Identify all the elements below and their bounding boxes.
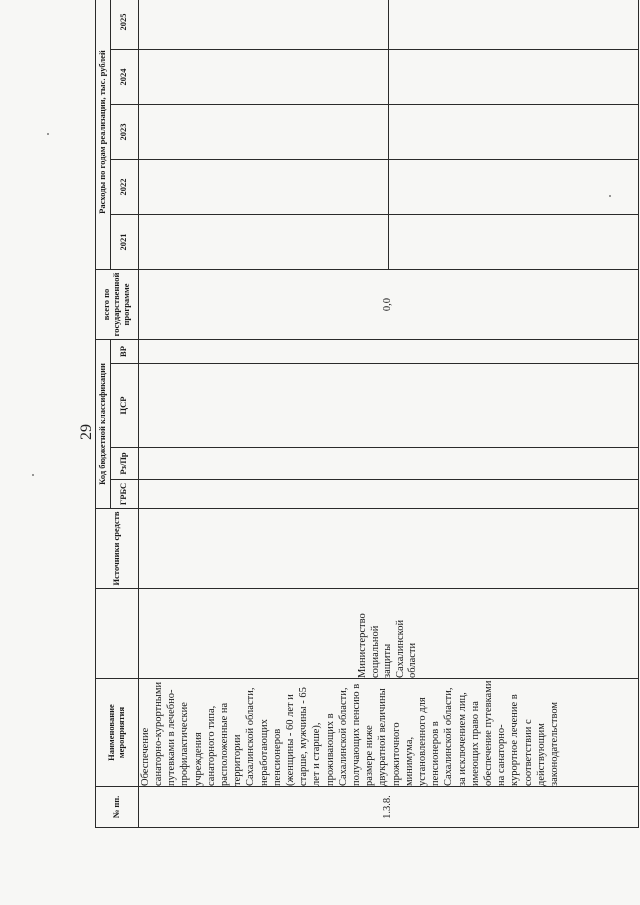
row-grbs (138, 480, 638, 509)
header-grbs: ГРБС (110, 480, 138, 509)
header-bk-group: Код бюджетной классификации (96, 340, 111, 509)
year-cell-split (139, 215, 638, 269)
header-year-2025: 2025 (110, 0, 138, 50)
row-number: 1.3.8. (138, 787, 638, 828)
rotated-table-container (95, 13, 639, 828)
header-vr: ВР (110, 340, 138, 364)
page-number: 29 (78, 424, 95, 440)
row-year-2022 (138, 160, 638, 215)
scan-speck (47, 133, 49, 135)
header-name: Наименование мероприятия (96, 679, 139, 787)
row-executor: Министерство социальной защиты Сахалинской области (138, 589, 638, 679)
row-year-2023 (138, 105, 638, 160)
row-year-2024 (138, 50, 638, 105)
header-rzpr: Рз/Пр (110, 448, 138, 480)
header-source: Источники средств (96, 509, 139, 589)
header-year-2022: 2022 (110, 160, 138, 215)
row-rzpr (138, 448, 638, 480)
header-csr: ЦСР (110, 364, 138, 448)
row-source (138, 509, 638, 589)
year-cell-split (139, 0, 638, 49)
year-cell-split (139, 105, 638, 159)
budget-table (95, 0, 639, 828)
header-year-2024: 2024 (110, 50, 138, 105)
header-year-2021: 2021 (110, 215, 138, 270)
row-vr (138, 340, 638, 364)
header-year-2023: 2023 (110, 105, 138, 160)
header-years-group: Расходы по годам реализации, тыс. рублей (96, 0, 111, 270)
header-row-1 (96, 0, 111, 828)
row-year-2021 (138, 215, 638, 270)
scan-speck (32, 474, 34, 476)
header-total: всего по государственной программе (96, 270, 139, 340)
header-executor (96, 589, 139, 679)
row-year-2025 (138, 0, 638, 50)
table-row (138, 0, 638, 828)
row-measure-name: Обеспечение санаторно-курортными путевками в лечебно-профилактические учреждения санаторного типа, расположенные на территории Сахалинской области, неработающих пенсионеров (женщины - 60 лет и старше, мужчины - 65 лет и старше), проживающих в Сахалинской области, получающих пенсию в размере ниже двукратной величины прожиточного минимума, установленного для пенсионеров в Сахалинской области, за исключением лиц, имеющих право на обеспечение путевками на санаторно-курортное лечение в соответствии с действующим законодательством (138, 679, 638, 787)
header-num: № пп. (96, 787, 139, 828)
year-cell-split (139, 160, 638, 214)
row-total: 0,0 (138, 270, 638, 340)
year-cell-split (139, 50, 638, 104)
row-csr (138, 364, 638, 448)
